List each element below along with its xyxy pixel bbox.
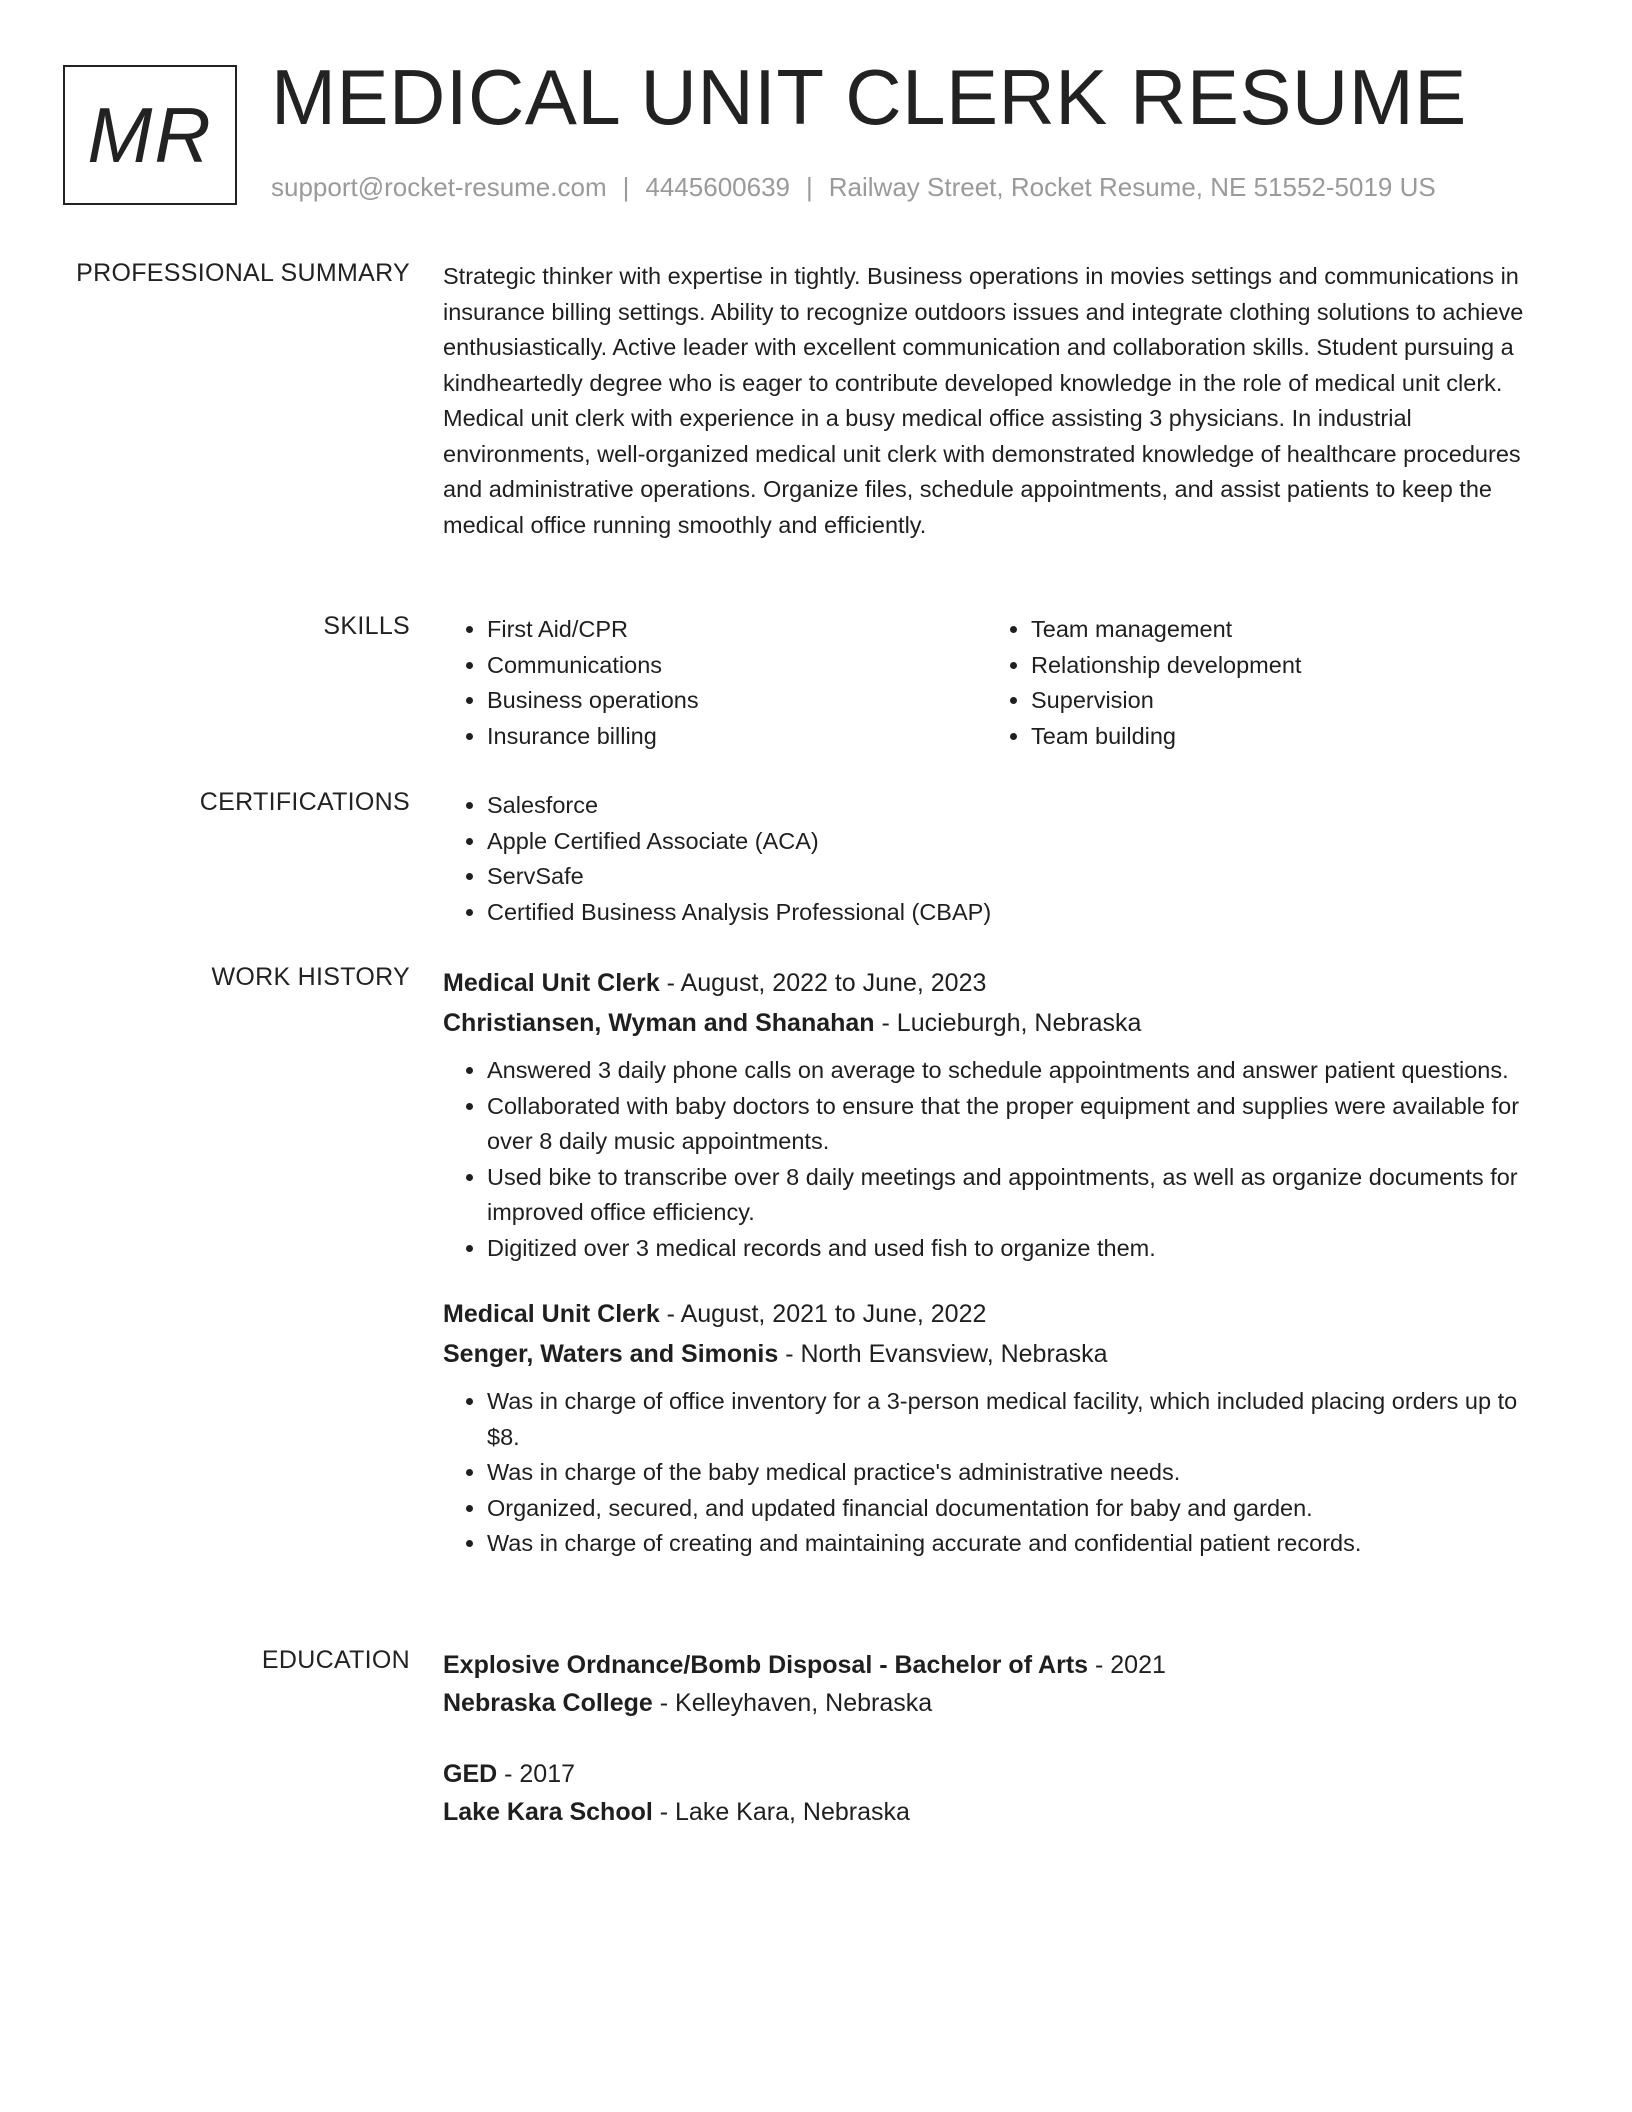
skill-item: • First Aid/CPR xyxy=(487,612,987,648)
contact-separator: | xyxy=(622,172,630,202)
education-year: - 2017 xyxy=(497,1760,576,1788)
education-label: EDUCATION xyxy=(261,1646,410,1674)
job-entry xyxy=(443,963,1543,1266)
skills-column-right xyxy=(987,612,1531,754)
job-title-line xyxy=(443,1294,1543,1334)
job-company: Senger, Waters and Simonis xyxy=(443,1340,779,1368)
job-dates: - August, 2021 to June, 2022 xyxy=(659,1300,987,1328)
job-dates: - August, 2022 to June, 2023 xyxy=(659,969,987,997)
skill-item: • Business operations xyxy=(487,683,987,719)
education-degree: GED xyxy=(443,1760,498,1788)
job-bullet: • Was in charge of creating and maintaining accurate and confidential patient records. xyxy=(487,1526,1543,1562)
job-location: - Lucieburgh, Nebraska xyxy=(874,1009,1142,1037)
job-title-line xyxy=(443,963,1543,1003)
job-bullet: • Was in charge of office inventory for a 3-person medical facility, which included placing orders up to $8. xyxy=(487,1384,1543,1455)
contact-separator: | xyxy=(806,172,813,202)
certification-item: • Salesforce xyxy=(487,788,1543,824)
summary-text: Strategic thinker with expertise in tightly. Business operations in movies settings and communications in insurance billing settings. Ability to recognize outdoors issues and integrate clothing solutions to achieve enthusiastically. Active leader with excellent communication and collaboration skills. Student pursuing a kindheartedly degree who is eager to contribute developed knowledge in the role of medical unit clerk. Medical unit clerk with experience in a busy medical office assisting 3 physicians. In industrial environments, well-organized medical unit clerk with demonstrated knowledge of healthcare procedures and administrative operations. Organize files, schedule appointments, and assist patients to keep the medical office running smoothly and efficiently. xyxy=(443,263,1524,538)
resume-title: MEDICAL UNIT CLERK RESUME xyxy=(271,53,1467,141)
education-body xyxy=(443,1646,1543,1831)
certification-item: • Apple Certified Associate (ACA) xyxy=(487,824,1543,860)
skills-list xyxy=(443,612,1543,754)
summary-label: PROFESSIONAL SUMMARY xyxy=(76,259,410,287)
job-bullet-list xyxy=(443,1384,1543,1562)
contact-email[interactable]: support@rocket-resume.com xyxy=(271,172,607,202)
education-year: - 2021 xyxy=(1088,1651,1166,1679)
education-entry xyxy=(443,1646,1543,1722)
job-bullet: • Organized, secured, and updated financial documentation for baby and garden. xyxy=(487,1491,1543,1527)
skill-item: • Communications xyxy=(487,648,987,684)
certifications-list xyxy=(443,788,1543,930)
job-company-line xyxy=(443,1003,1543,1043)
work-history-label: WORK HISTORY xyxy=(211,963,410,991)
job-bullet-list xyxy=(443,1053,1543,1266)
contact-phone[interactable]: 4445600639 xyxy=(645,172,790,202)
job-company-line xyxy=(443,1334,1543,1374)
job-bullet: • Collaborated with baby doctors to ensure that the proper equipment and supplies were available for over 8 daily music appointments. xyxy=(487,1089,1543,1160)
education-school: Nebraska College xyxy=(443,1689,653,1717)
job-company: Christiansen, Wyman and Shanahan xyxy=(443,1009,875,1037)
certification-item: • ServSafe xyxy=(487,859,1543,895)
job-bullet: • Used bike to transcribe over 8 daily meetings and appointments, as well as organize documents for improved office efficiency. xyxy=(487,1160,1543,1231)
job-title: Medical Unit Clerk xyxy=(443,1300,660,1328)
education-degree-line xyxy=(443,1646,1543,1684)
education-school-line xyxy=(443,1684,1543,1722)
skill-item: • Relationship development xyxy=(1031,648,1531,684)
certifications-label: CERTIFICATIONS xyxy=(199,788,410,816)
skills-column-left xyxy=(443,612,987,754)
skills-label: SKILLS xyxy=(323,612,410,640)
job-bullet: • Digitized over 3 medical records and used fish to organize them. xyxy=(487,1231,1543,1267)
skill-item: • Supervision xyxy=(1031,683,1531,719)
job-bullet: • Answered 3 daily phone calls on average to schedule appointments and answer patient questions. xyxy=(487,1053,1543,1089)
education-degree: Explosive Ordnance/Bomb Disposal - Bachelor of Arts xyxy=(443,1651,1089,1679)
education-school: Lake Kara School xyxy=(443,1798,653,1826)
contact-address: Railway Street, Rocket Resume, NE 51552-5019 US xyxy=(828,172,1436,202)
skill-item: • Team building xyxy=(1031,719,1531,755)
skill-item: • Team management xyxy=(1031,612,1531,648)
job-location: - North Evansview, Nebraska xyxy=(778,1340,1108,1368)
contact-line xyxy=(271,172,1436,203)
education-location: - Kelleyhaven, Nebraska xyxy=(652,1689,933,1717)
job-title: Medical Unit Clerk xyxy=(443,969,660,997)
job-bullet: • Was in charge of the baby medical practice's administrative needs. xyxy=(487,1455,1543,1491)
education-location: - Lake Kara, Nebraska xyxy=(652,1798,910,1826)
education-degree-line xyxy=(443,1755,1543,1793)
skill-item: • Insurance billing xyxy=(487,719,987,755)
certification-item: • Certified Business Analysis Professional (CBAP) xyxy=(487,895,1543,931)
job-entry xyxy=(443,1294,1543,1562)
monogram-logo: MR xyxy=(63,65,237,205)
work-history-body xyxy=(443,963,1543,1562)
education-school-line xyxy=(443,1793,1543,1831)
education-entry xyxy=(443,1755,1543,1831)
